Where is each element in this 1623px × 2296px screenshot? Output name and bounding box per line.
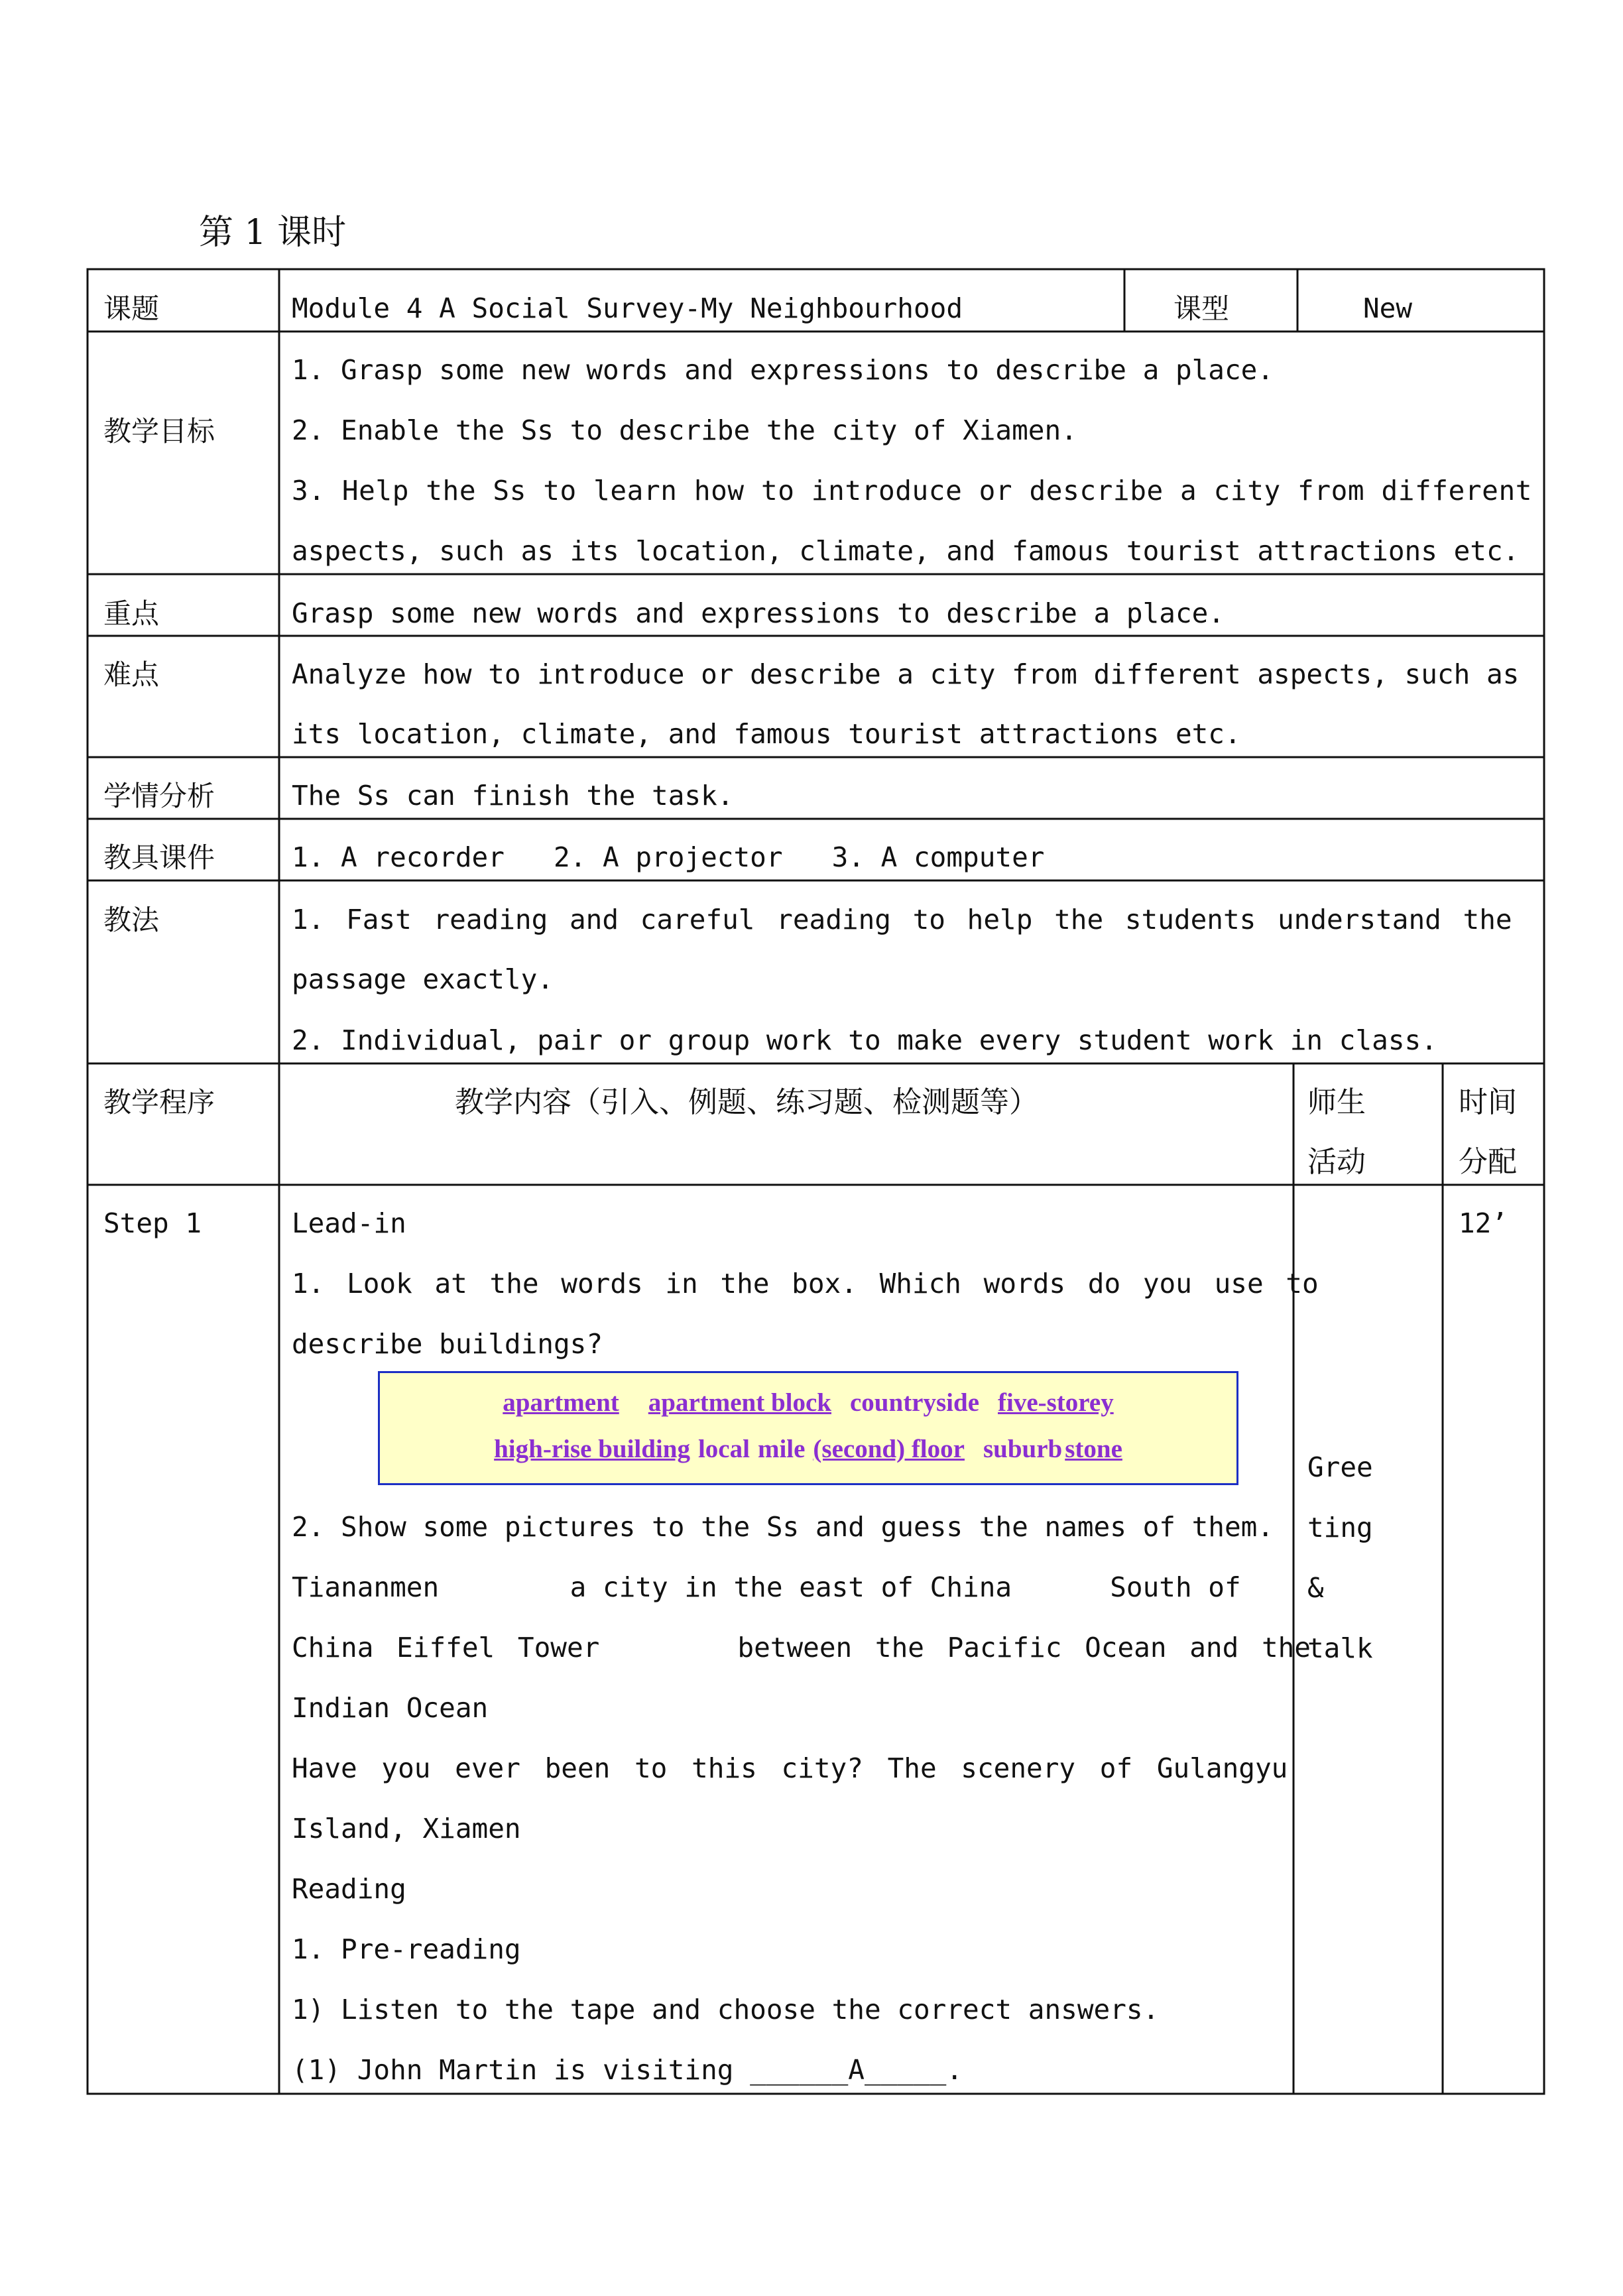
- vocab-word: countryside: [850, 1388, 979, 1417]
- goal-line: 1. Grasp some new words and expressions to describe a place.: [292, 354, 1274, 386]
- vocabulary-box: [378, 1371, 1238, 1485]
- content-line: China Eiffel Tower between the Pacific Ocean and the: [292, 1632, 1311, 1663]
- content-line: 2. Show some pictures to the Ss and guess the names of them.: [292, 1511, 1274, 1543]
- time-header: 分配: [1459, 1145, 1517, 1179]
- method-line: 2. Individual, pair or group work to make every student work in class.: [292, 1024, 1437, 1056]
- vocab-word: apartment block: [648, 1388, 831, 1417]
- content-header: 教学内容（引入、例题、练习题、检测题等）: [455, 1085, 1038, 1119]
- vocab-word: five-storey: [998, 1388, 1114, 1417]
- difficult-line: its location, climate, and famous tourist attractions etc.: [292, 718, 1241, 750]
- method-line: passage exactly.: [292, 963, 554, 995]
- analysis-value: The Ss can finish the task.: [292, 780, 734, 812]
- key-point-value: Grasp some new words and expressions to describe a place.: [292, 597, 1225, 629]
- difficult-point-label: 难点: [103, 658, 160, 691]
- difficult-line: Analyze how to introduce or describe a city from different aspects, such as: [292, 658, 1520, 690]
- goals-label: 教学目标: [103, 415, 215, 448]
- step-label: Step 1: [103, 1207, 202, 1239]
- content-line: Have you ever been to this city? The scenery of Gulangyu: [292, 1752, 1288, 1784]
- tools-value: 1. A recorder 2. A projector 3. A computer: [292, 841, 1045, 873]
- content-line: describe buildings?: [292, 1328, 603, 1360]
- topic-value: Module 4 A Social Survey-My Neighbourhood: [292, 292, 963, 324]
- activity-text: ting: [1307, 1512, 1373, 1543]
- page-title: 第 1 课时: [199, 213, 347, 253]
- vocab-word: high-rise building: [494, 1435, 690, 1463]
- content-line: 1. Pre-reading: [292, 1933, 521, 1965]
- analysis-label: 学情分析: [103, 780, 215, 812]
- vocab-word: local: [697, 1435, 750, 1463]
- method-line-text: 1. Fast reading and careful reading to help the students understand the: [292, 904, 1512, 936]
- vocab-row: [380, 1388, 1236, 1418]
- content-line: Indian Ocean: [292, 1692, 489, 1724]
- content-line: Reading: [292, 1873, 406, 1905]
- activity-text: talk: [1307, 1632, 1373, 1664]
- vocab-word: (second) floor: [813, 1435, 965, 1463]
- content-line: 1. Look at the words in the box. Which words do you use to: [292, 1268, 1319, 1299]
- time-header: 时间: [1459, 1085, 1517, 1119]
- activity-header: 活动: [1307, 1145, 1366, 1179]
- activity-text: &: [1307, 1572, 1324, 1604]
- content-line: 1) Listen to the tape and choose the correct answers.: [292, 1994, 1160, 2025]
- vocab-word: mile: [757, 1435, 806, 1463]
- activity-header: 师生: [1307, 1085, 1366, 1119]
- lesson-type-label: 课型: [1173, 292, 1230, 325]
- procedure-header: 教学程序: [103, 1086, 215, 1118]
- activity-text: Gree: [1307, 1451, 1373, 1483]
- vocab-word: apartment: [503, 1388, 619, 1417]
- tools-label: 教具课件: [103, 841, 215, 874]
- step-time: 12’: [1459, 1207, 1508, 1239]
- lesson-type-value: New: [1363, 292, 1413, 324]
- content-line: Island, Xiamen: [292, 1813, 521, 1844]
- vocab-word: stone: [1065, 1435, 1122, 1463]
- method-label: 教法: [103, 904, 160, 936]
- vocab-row: [380, 1434, 1236, 1464]
- content-line: (1) John Martin is visiting ______A_____.: [292, 2054, 963, 2086]
- vocab-word: suburb: [983, 1435, 1063, 1463]
- topic-label: 课题: [103, 292, 160, 325]
- goal-line: 3. Help the Ss to learn how to introduce or describe a city from different: [292, 475, 1533, 507]
- content-line: Tiananmen a city in the east of China South of: [292, 1571, 1241, 1603]
- goal-line: aspects, such as its location, climate, and famous tourist attractions etc.: [292, 535, 1520, 567]
- method-line: [292, 890, 1524, 950]
- goal-line: 2. Enable the Ss to describe the city of Xiamen.: [292, 414, 1077, 446]
- key-point-label: 重点: [103, 597, 160, 630]
- content-line: Lead-in: [292, 1207, 406, 1239]
